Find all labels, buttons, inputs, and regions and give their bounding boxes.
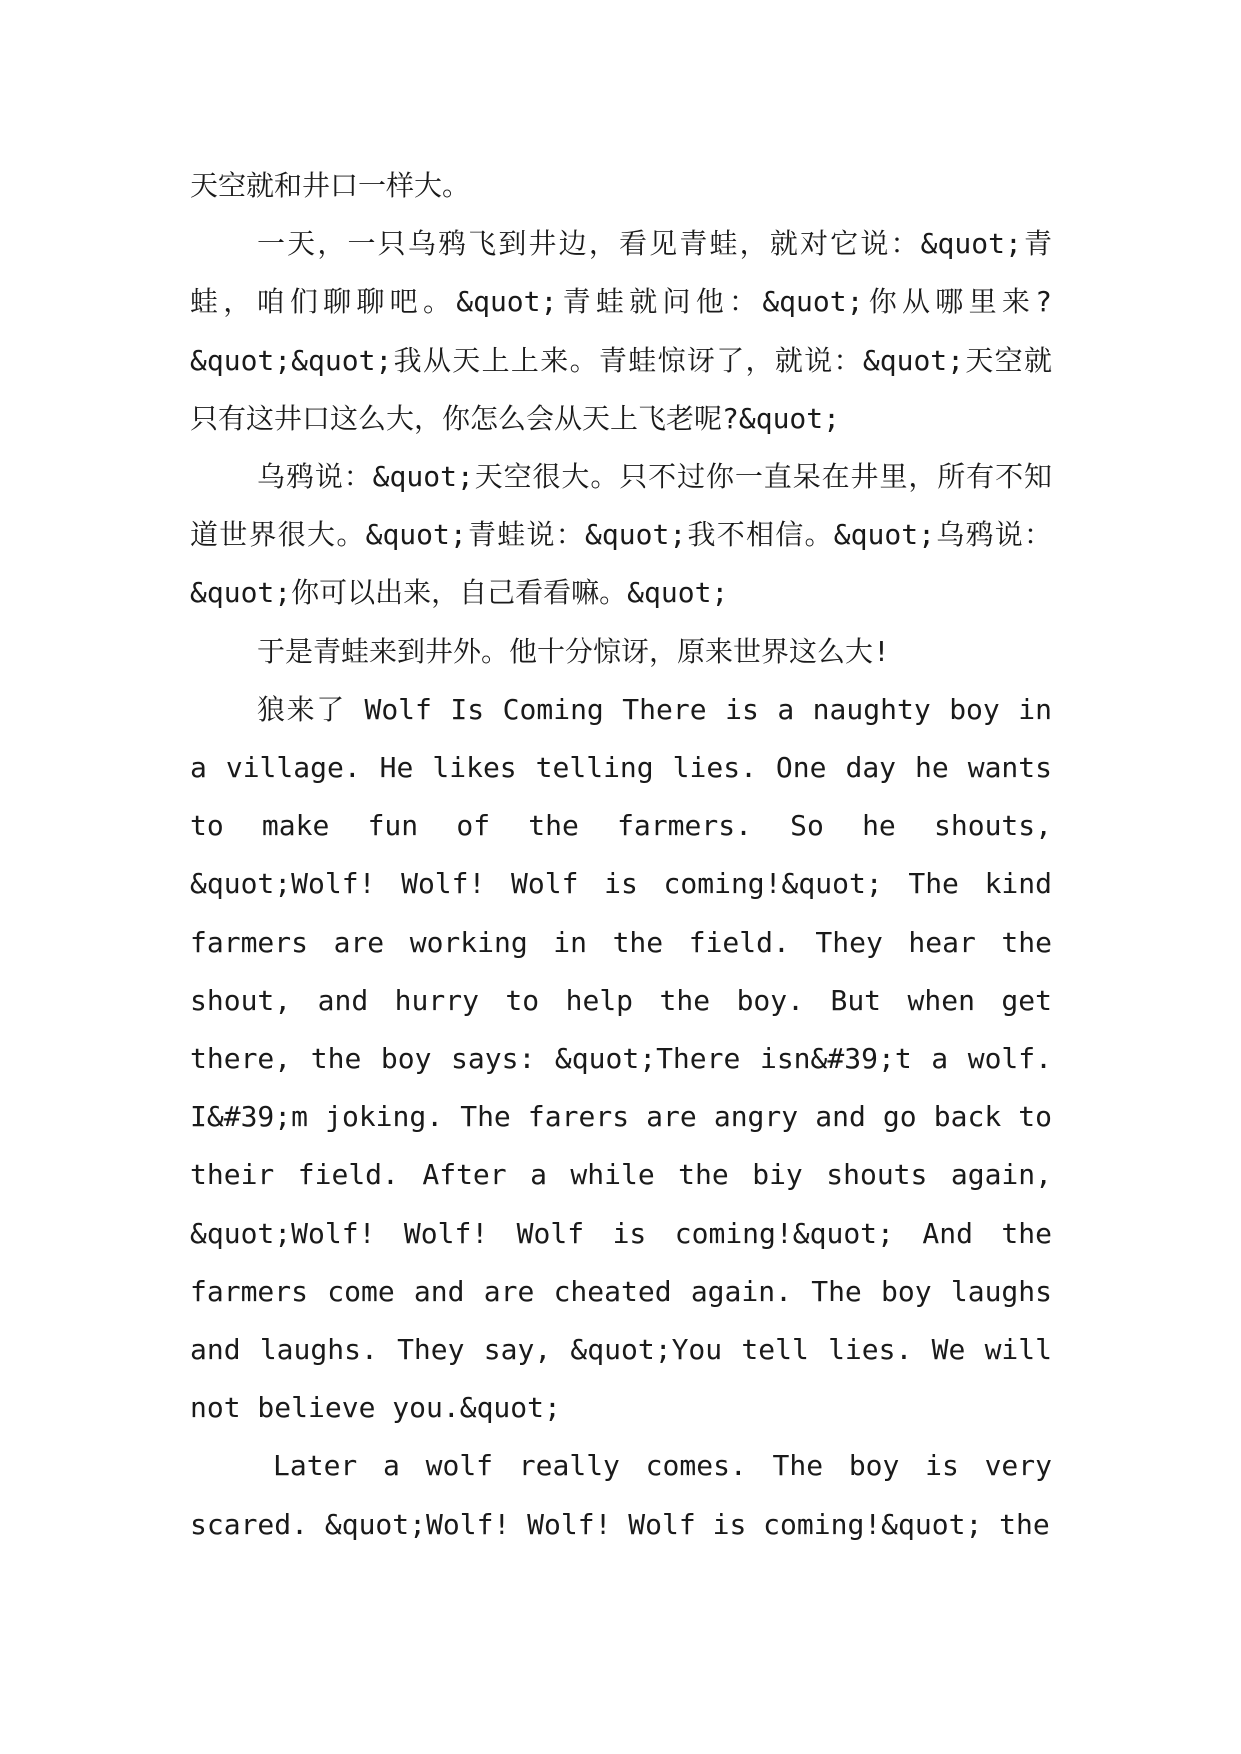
paragraph-frog-outside: 于是青蛙来到井外。他十分惊讶，原来世界这么大!: [257, 634, 890, 668]
paragraph-sky-well: 天空就和井口一样大。: [190, 169, 471, 202]
paragraph-crow-arrives: 一天，一只乌鸦飞到井边，看见青蛙，就对它说：&quot;青蛙，咱们聊聊吧。&quot;青蛙就问他：&quot;你从哪里来?&quot;&quot;我从天上上来。青蛙惊讶了，就说：&quot;天空就只有这井口这么大，你怎么会从天上飞老呢?&quot;: [190, 227, 1052, 435]
paragraph-wolf-really-comes: Later a wolf really comes. The boy is very scared. &quot;Wolf! Wolf! Wolf is coming!&quot; the: [190, 1449, 1052, 1541]
paragraph-crow-speaks: 乌鸦说：&quot;天空很大。只不过你一直呆在井里，所有不知道世界很大。&quot;青蛙说：&quot;我不相信。&quot;乌鸦说：&quot;你可以出来，自己看看嘛。&quot;: [190, 460, 1052, 610]
document-body: [190, 157, 1052, 1554]
paragraph-wolf-is-coming: 狼来了 Wolf Is Coming There is a naughty boy in a village. He likes telling lies. One day he wants to make fun of the farmers. So he shouts, &quot;Wolf! Wolf! Wolf is coming!&quot; The kind farmers are working in the field. They hear the shout, and hurry to help the boy. But when get there, the boy says: &quot;There isn&#39;t a wolf. I&#39;m joking. The farers are angry and go back to their field. After a while the biy shouts again, &quot;Wolf! Wolf! Wolf is coming!&quot; And the farmers come and are cheated again. The boy laughs and laughs. They say, &quot;You tell lies. We will not believe you.&quot;: [190, 692, 1052, 1425]
